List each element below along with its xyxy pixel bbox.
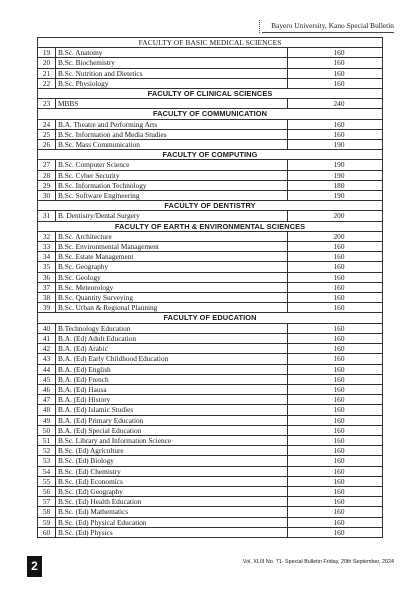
- quota-value: 160: [288, 395, 383, 405]
- table-row: [38, 497, 383, 507]
- row-number: 38: [38, 293, 56, 303]
- programmes-table: [37, 37, 383, 538]
- table-row: [38, 78, 383, 88]
- table-row: [38, 344, 383, 354]
- quota-value: 160: [288, 354, 383, 364]
- table-row: [38, 211, 383, 221]
- quota-value: 190: [288, 140, 383, 150]
- row-number: 54: [38, 466, 56, 476]
- page-header: [0, 20, 420, 34]
- programme-name: B.Sc. Nutrition and Dietetics: [56, 68, 288, 78]
- table-row: [38, 374, 383, 384]
- quota-value: 160: [288, 527, 383, 537]
- table-row: [38, 191, 383, 201]
- row-number: 55: [38, 476, 56, 486]
- table-row: [38, 364, 383, 374]
- row-number: 20: [38, 58, 56, 68]
- programme-name: B.A. (Ed) Adult Education: [56, 333, 288, 343]
- faculty-name: FACULTY OF CLINICAL SCIENCES: [38, 89, 383, 99]
- row-number: 25: [38, 129, 56, 139]
- footer-issue-text: Vol. XLIII No. 71- Special Bulletin Friday, 20th September, 2024: [242, 559, 394, 565]
- programme-name: B.Sc. (Ed) Mathematics: [56, 507, 288, 517]
- quota-value: 190: [288, 170, 383, 180]
- programme-name: B.Sc. Computer Science: [56, 160, 288, 170]
- faculty-heading-row: [38, 109, 383, 119]
- quota-value: 160: [288, 303, 383, 313]
- page-number: 2: [31, 559, 38, 573]
- row-number: 47: [38, 395, 56, 405]
- table-row: [38, 242, 383, 252]
- quota-value: 200: [288, 211, 383, 221]
- quota-value: 160: [288, 293, 383, 303]
- quota-value: 160: [288, 415, 383, 425]
- row-number: 33: [38, 242, 56, 252]
- table-row: [38, 303, 383, 313]
- programme-name: B.Sc. Meteorology: [56, 282, 288, 292]
- quota-value: 160: [288, 252, 383, 262]
- quota-value: 160: [288, 242, 383, 252]
- programme-name: B.A. (Ed) Special Education: [56, 425, 288, 435]
- quota-value: 160: [288, 435, 383, 445]
- table-row: [38, 262, 383, 272]
- table-row: [38, 486, 383, 496]
- programme-name: B.Sc. Geography: [56, 262, 288, 272]
- row-number: 23: [38, 99, 56, 109]
- programme-name: B.Sc. Geology: [56, 272, 288, 282]
- quota-value: 160: [288, 405, 383, 415]
- quota-value: 160: [288, 68, 383, 78]
- row-number: 58: [38, 507, 56, 517]
- quota-value: 160: [288, 446, 383, 456]
- programme-name: B.A. (Ed) Islamic Studies: [56, 405, 288, 415]
- row-number: 24: [38, 119, 56, 129]
- row-number: 35: [38, 262, 56, 272]
- table-row: [38, 395, 383, 405]
- table-row: [38, 68, 383, 78]
- table-row: [38, 517, 383, 527]
- programme-name: B.Sc. Cyber Security: [56, 170, 288, 180]
- table-row: [38, 99, 383, 109]
- faculty-name: FACULTY OF COMPUTING: [38, 150, 383, 160]
- programme-name: B.Sc. (Ed) Economics: [56, 476, 288, 486]
- programme-name: B.A. (Ed) Primary Education: [56, 415, 288, 425]
- quota-value: 160: [288, 48, 383, 58]
- programmes-table-body: [38, 38, 383, 538]
- row-number: 53: [38, 456, 56, 466]
- quota-value: 160: [288, 507, 383, 517]
- programme-name: B.Sc. Information Technology: [56, 180, 288, 190]
- programme-name: B.Sc. Quantity Surveying: [56, 293, 288, 303]
- header-rule: [262, 32, 394, 33]
- programme-name: B.Sc. Biochemistry: [56, 58, 288, 68]
- programme-name: B.Sc. Environmental Management: [56, 242, 288, 252]
- faculty-name: FACULTY OF EDUCATION: [38, 313, 383, 323]
- programme-name: B.Sc. (Ed) Physical Education: [56, 517, 288, 527]
- row-number: 48: [38, 405, 56, 415]
- row-number: 42: [38, 344, 56, 354]
- row-number: 27: [38, 160, 56, 170]
- row-number: 56: [38, 486, 56, 496]
- programme-name: B.Technology Education: [56, 323, 288, 333]
- quota-value: 160: [288, 272, 383, 282]
- table-row: [38, 384, 383, 394]
- table-row: [38, 140, 383, 150]
- page-number-box: [27, 556, 42, 577]
- row-number: 19: [38, 48, 56, 58]
- programme-name: B.A. (Ed) Hausa: [56, 384, 288, 394]
- table-row: [38, 476, 383, 486]
- quota-value: 160: [288, 58, 383, 68]
- row-number: 49: [38, 415, 56, 425]
- row-number: 52: [38, 446, 56, 456]
- quota-value: 160: [288, 486, 383, 496]
- faculty-heading-row: [38, 313, 383, 323]
- faculty-name: FACULTY OF BASIC MEDICAL SCIENCES: [38, 38, 383, 48]
- row-number: 45: [38, 374, 56, 384]
- quota-value: 160: [288, 282, 383, 292]
- programme-name: MBBS: [56, 99, 288, 109]
- quota-value: 160: [288, 456, 383, 466]
- table-row: [38, 231, 383, 241]
- row-number: 22: [38, 78, 56, 88]
- row-number: 51: [38, 435, 56, 445]
- table-row: [38, 405, 383, 415]
- table-row: [38, 48, 383, 58]
- row-number: 21: [38, 68, 56, 78]
- table-row: [38, 435, 383, 445]
- programme-name: B.Sc. (Ed) Biology: [56, 456, 288, 466]
- programme-name: B.Sc. (Ed) Physics: [56, 527, 288, 537]
- quota-value: 190: [288, 160, 383, 170]
- row-number: 60: [38, 527, 56, 537]
- row-number: 57: [38, 497, 56, 507]
- faculty-heading-row: [38, 201, 383, 211]
- table-row: [38, 323, 383, 333]
- table-row: [38, 272, 383, 282]
- row-number: 31: [38, 211, 56, 221]
- programme-name: B.A. (Ed) English: [56, 364, 288, 374]
- programme-name: B.Sc. Information and Media Studies: [56, 129, 288, 139]
- faculty-heading-row: [38, 221, 383, 231]
- table-row: [38, 58, 383, 68]
- faculty-heading-row: [38, 38, 383, 48]
- row-number: 34: [38, 252, 56, 262]
- quota-value: 160: [288, 425, 383, 435]
- row-number: 46: [38, 384, 56, 394]
- row-number: 59: [38, 517, 56, 527]
- table-row: [38, 160, 383, 170]
- table-row: [38, 507, 383, 517]
- programme-name: B.Sc. Library and Information Science: [56, 435, 288, 445]
- table-row: [38, 119, 383, 129]
- quota-value: 160: [288, 78, 383, 88]
- header-title: Bayero University, Kano Special Bulletin: [271, 21, 394, 30]
- faculty-heading-row: [38, 150, 383, 160]
- programme-name: B. Dentistry/Dental Surgery: [56, 211, 288, 221]
- programme-name: B.Sc. (Ed) Agriculture: [56, 446, 288, 456]
- programme-name: B.Sc. Mass Communication: [56, 140, 288, 150]
- programme-name: B.Sc. Anatomy: [56, 48, 288, 58]
- row-number: 29: [38, 180, 56, 190]
- programme-name: B.Sc. Architecture: [56, 231, 288, 241]
- table-row: [38, 129, 383, 139]
- table-row: [38, 415, 383, 425]
- row-number: 30: [38, 191, 56, 201]
- quota-value: 160: [288, 466, 383, 476]
- quota-value: 160: [288, 517, 383, 527]
- faculty-name: FACULTY OF COMMUNICATION: [38, 109, 383, 119]
- quota-value: 160: [288, 333, 383, 343]
- quota-value: 160: [288, 384, 383, 394]
- quota-value: 190: [288, 191, 383, 201]
- programme-name: B.Sc. (Ed) Geography: [56, 486, 288, 496]
- row-number: 40: [38, 323, 56, 333]
- programme-name: B.Sc. Physiology: [56, 78, 288, 88]
- table-row: [38, 333, 383, 343]
- row-number: 28: [38, 170, 56, 180]
- table-row: [38, 282, 383, 292]
- quota-value: 160: [288, 364, 383, 374]
- table-row: [38, 527, 383, 537]
- row-number: 41: [38, 333, 56, 343]
- quota-value: 200: [288, 231, 383, 241]
- table-row: [38, 456, 383, 466]
- table-row: [38, 252, 383, 262]
- quota-value: 240: [288, 99, 383, 109]
- quota-value: 160: [288, 344, 383, 354]
- programme-name: B.Sc. Urban & Regional Planning: [56, 303, 288, 313]
- programme-name: B.Sc. (Ed) Chemistry: [56, 466, 288, 476]
- table-row: [38, 466, 383, 476]
- row-number: 44: [38, 364, 56, 374]
- row-number: 43: [38, 354, 56, 364]
- quota-value: 160: [288, 129, 383, 139]
- programme-name: B.Sc. Software Engineering: [56, 191, 288, 201]
- quota-value: 180: [288, 180, 383, 190]
- quota-value: 160: [288, 476, 383, 486]
- row-number: 32: [38, 231, 56, 241]
- faculty-name: FACULTY OF EARTH & ENVIRONMENTAL SCIENCES: [38, 221, 383, 231]
- table-row: [38, 180, 383, 190]
- row-number: 37: [38, 282, 56, 292]
- table-row: [38, 446, 383, 456]
- row-number: 26: [38, 140, 56, 150]
- quota-value: 160: [288, 374, 383, 384]
- quota-value: 160: [288, 119, 383, 129]
- faculty-name: FACULTY OF DENTISTRY: [38, 201, 383, 211]
- table-row: [38, 170, 383, 180]
- table-row: [38, 354, 383, 364]
- quota-value: 160: [288, 497, 383, 507]
- quota-value: 160: [288, 323, 383, 333]
- programme-name: B.Sc. Estate Management: [56, 252, 288, 262]
- table-row: [38, 293, 383, 303]
- table-row: [38, 425, 383, 435]
- programme-name: B.A. (Ed) History: [56, 395, 288, 405]
- faculty-heading-row: [38, 89, 383, 99]
- programme-name: B.A. (Ed) Arabic: [56, 344, 288, 354]
- quota-value: 160: [288, 262, 383, 272]
- row-number: 36: [38, 272, 56, 282]
- programme-name: B.A. (Ed) French: [56, 374, 288, 384]
- row-number: 50: [38, 425, 56, 435]
- row-number: 39: [38, 303, 56, 313]
- programme-name: B.Sc. (Ed) Health Education: [56, 497, 288, 507]
- programme-name: B.A. Theatre and Performing Arts: [56, 119, 288, 129]
- programme-name: B.A. (Ed) Early Childhood Education: [56, 354, 288, 364]
